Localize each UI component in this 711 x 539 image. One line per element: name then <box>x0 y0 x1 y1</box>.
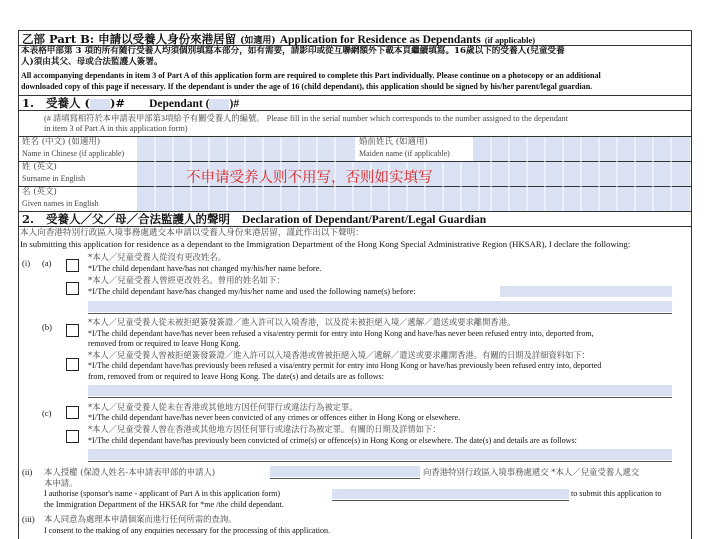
title-zh: 申請以受養人身份來港居留 <box>98 32 237 46</box>
ii-en-2: to submit this application to <box>571 489 662 498</box>
ii-zh-1: 本人授權 (保證人姓名-本申請表甲部的申請人) <box>44 467 216 477</box>
ii-zh-3: 本申請。 <box>44 478 78 488</box>
c2-en: *I/The child dependant have/has previously been convicted of crime(s) or offence(s) in Hong Kong or elsewhere. The date(s) and details are as follows: <box>88 436 577 445</box>
checkbox-never-convicted[interactable] <box>66 406 79 419</box>
underline <box>88 397 672 398</box>
name-zh-label: 姓名 (中文) (如適用) <box>22 137 101 147</box>
section1-heading <box>22 97 239 110</box>
applicable-zh: (如適用) <box>240 36 276 46</box>
underline <box>270 478 420 479</box>
section-number: 2. <box>22 212 35 226</box>
checkbox-previously-convicted[interactable] <box>66 430 79 443</box>
item-ii-label: (ii) <box>22 467 33 477</box>
hash-zh: )# <box>109 96 126 110</box>
underline <box>88 461 672 462</box>
ii-en-1: I authorise (sponsor's name - applicant of Part A in this application form) <box>44 489 281 498</box>
previous-names-input[interactable] <box>500 286 672 297</box>
item-iii-label: (iii) <box>22 514 35 524</box>
section2-title-en: Declaration of Dependant/Parent/Legal Guardian <box>242 214 487 226</box>
conviction-details-input[interactable] <box>88 449 672 460</box>
title-en: Application for Residence as Dependants <box>279 34 481 46</box>
checkbox-name-changed[interactable] <box>66 282 79 295</box>
a2-en: *I/The child dependant have/has changed my/his/her name and used the following name(s) before: <box>88 287 416 296</box>
given-label: 名 (英文) <box>22 187 57 197</box>
serial-note-1: (# 請填寫相符於本申請表甲部第3項給予有關受養人的編號。 Please fill in the serial number which corresponds to the number assigned to the dependant <box>44 114 569 123</box>
checkbox-name-not-changed[interactable] <box>66 259 79 272</box>
section2-heading <box>22 213 486 226</box>
surname-label: 姓 (英文) <box>22 162 57 172</box>
c2-zh: *本人／兒童受養人曾在香港或其他地方因任何罪行或違法行為被定罪。有關的日期及詳情如下： <box>88 424 441 434</box>
applicable-en: (if applicable) <box>484 35 536 45</box>
surname-label-en: Surname in English <box>22 174 86 183</box>
c1-en: *I/The child dependant have/has never been convicted of any crimes or offences either in Hong Kong or elsewhere. <box>88 413 461 422</box>
section1-title-en: Dependant ( <box>149 98 210 110</box>
part-label: 乙部 Part B: <box>22 32 95 46</box>
iii-en: I consent to the making of any enquiries necessary for the processing of this application. <box>44 526 331 535</box>
item-a-label: (a) <box>42 258 52 268</box>
handwritten-annotation: 不申请受养人则不用写，否则如实填写 <box>186 170 433 186</box>
serial-note-2: in item 3 of Part A in this application form) <box>44 124 188 133</box>
b2-en-1: *I/The child dependant have/has previously been refused a visa/entry permit for entry into Hong Kong or have/has previously been refused entry into, deported <box>88 361 602 370</box>
item-i-label: (i) <box>22 258 31 268</box>
refusal-details-input[interactable] <box>88 385 672 396</box>
item-c-label: (c) <box>42 408 52 418</box>
previous-names-input-2[interactable] <box>88 301 672 312</box>
b1-en-1: *I/The child dependant have/has never been refused a visa/entry permit for entry into Hong Kong and have/has never been refused entry into, deported from, <box>88 329 594 338</box>
declaration-intro-zh: 本人向香港特別行政區入境事務處遞交本申請以受養人身份來港居留，謹此作出以下聲明： <box>20 228 364 238</box>
section1-title-zh: 受養人 ( <box>46 96 90 110</box>
hash-en: )# <box>229 98 240 110</box>
intro-en-1: All accompanying dependants in item 3 of Part A of this application form are required to complete this Part individually. Please continue on a photocopy or an additional <box>21 71 601 80</box>
intro-zh-1: 本表格甲部第 3 項的所有隨行受養人均須個別填寫本部分，如有需要，請影印或從互聯網額外下載本頁繼續填寫。16歲以下的受養人(兒童受養 <box>21 46 565 56</box>
b2-zh: *本人／兒童受養人曾被拒絕簽發簽證／進入許可以入境香港或曾被拒絕入境／遞解／遣送或要求離開香港。有關的日期及詳細資料如下： <box>88 350 590 360</box>
underline <box>332 500 569 501</box>
ii-zh-2: 向香港特別行政區入境事務處遞交 *本人／兒童受養人遞交 <box>423 467 640 477</box>
b1-zh: *本人／兒童受養人從未被拒絕簽發簽證／進入許可以入境香港，以及從未被拒絕入境／遞解／遣送或要求離開香港。 <box>88 317 516 327</box>
underline <box>88 313 672 314</box>
item-b-label: (b) <box>42 322 52 332</box>
a2-zh: *本人／兒童受養人曾經更改姓名。曾用的姓名如下： <box>88 275 285 285</box>
section-number: 1. <box>22 96 35 110</box>
c1-zh: *本人／兒童受養人從未在香港或其他地方因任何罪行或違法行為被定罪。 <box>88 402 358 412</box>
intro-en-2: downloaded copy of this page if necessary. If the dependant is under the age of 16 (child dependant), this application should be signed by his/her parent/legal guardian. <box>21 82 593 91</box>
divider <box>18 110 692 111</box>
a1-en: *I/The child dependant have/has not changed my/his/her name before. <box>88 264 322 273</box>
ii-en-3: the Immigration Department of the HKSAR for *me /the child dependant. <box>44 500 284 509</box>
a1-zh: *本人／兒童受養人從沒有更改姓名。 <box>88 252 227 262</box>
name-zh-label-en: Name in Chinese (if applicable) <box>22 149 125 158</box>
b1-en-2: removed from or required to leave Hong Kong. <box>88 339 241 348</box>
maiden-label: 婚前姓氏 (如適用) <box>359 137 428 147</box>
given-label-en: Given names in English <box>22 199 99 208</box>
iii-zh: 本人同意為處理本申請個案而進行任何所需的查詢。 <box>44 514 237 524</box>
b2-en-2: from, removed from or required to leave Hong Kong. The date(s) and details are as follows: <box>88 372 384 381</box>
sponsor-name-zh-input[interactable] <box>270 466 420 477</box>
maiden-label-en: Maiden name (if applicable) <box>359 149 450 158</box>
declaration-intro-en: In submitting this application for residence as a dependant to the Immigration Department of the Hong Kong Special Administrative Region (HKSAR), I declare the following: <box>20 239 631 249</box>
sponsor-name-en-input[interactable] <box>332 489 569 499</box>
intro-zh-2: 人)須由其父、母或合法監護人簽署。 <box>21 57 163 67</box>
checkbox-previously-refused[interactable] <box>66 358 79 371</box>
dependant-number-zh-field[interactable] <box>90 99 110 110</box>
divider <box>18 226 692 227</box>
dependant-number-en-field[interactable] <box>209 99 229 110</box>
section2-title-zh: 受養人／父／母／合法監護人的聲明 <box>46 212 231 226</box>
checkbox-never-refused[interactable] <box>66 324 79 337</box>
